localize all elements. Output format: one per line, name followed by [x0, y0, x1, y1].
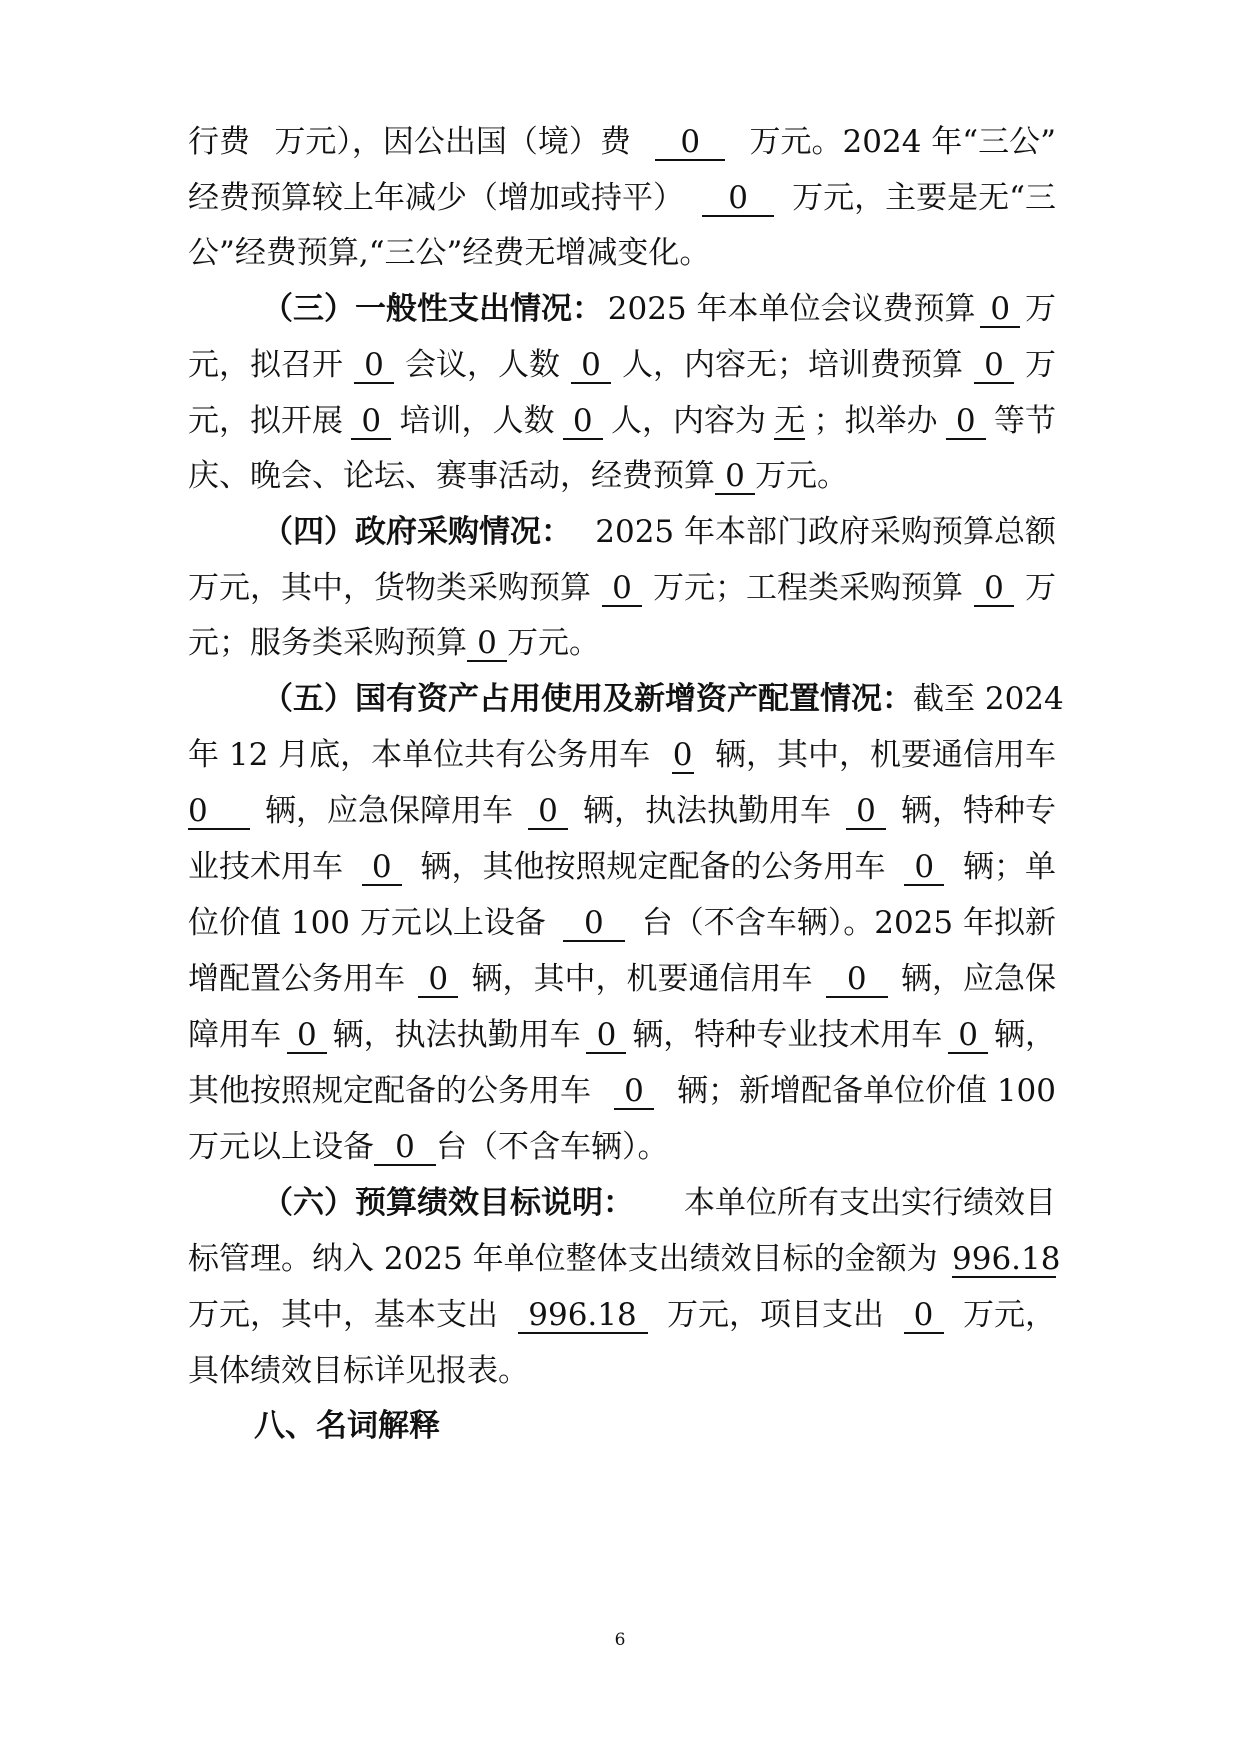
- filled-blank: 0: [974, 348, 1014, 384]
- filled-blank: 0: [904, 1298, 944, 1334]
- paragraph-line: 元；服务类采购预算 0 万元。: [188, 625, 600, 661]
- paragraph-line: 年 12 月底，本单位共有公务用车 0 辆，其中，机要通信用车: [188, 737, 1056, 773]
- filled-blank: 0: [467, 626, 507, 662]
- filled-blank: 0: [374, 1130, 436, 1166]
- filled-blank: 无: [774, 403, 806, 439]
- paragraph-line: 标管理。纳入 2025 年单位整体支出绩效目标的金额为 996.18: [188, 1241, 1061, 1277]
- paragraph-line: （五）国有资产占用使用及新增资产配置情况： 截至 2024: [262, 674, 1056, 724]
- filled-blank: 996.18: [518, 1298, 648, 1334]
- paragraph-line: 0 辆，应急保障用车 0 辆，执法执勤用车 0 辆，特种专: [188, 793, 1056, 829]
- subsection-heading: （四）政府采购情况：: [262, 514, 572, 550]
- filled-blank: 0: [715, 459, 755, 495]
- filled-blank: 0: [418, 962, 458, 998]
- paragraph-line: （三）一般性支出情况： 2025 年本单位会议费预算 0 万: [262, 284, 1056, 334]
- filled-blank: 0: [188, 794, 250, 830]
- paragraph-line: 公”经费预算,“三公”经费无增减变化。: [188, 235, 711, 271]
- filled-blank: 0: [846, 794, 886, 830]
- paragraph-line: 位价值 100 万元以上设备 0 台（不含车辆）。2025 年拟新: [188, 905, 1056, 941]
- filled-blank: 0: [602, 571, 642, 607]
- paragraph-line: 经费预算较上年减少（增加或持平） 0 万元，主要是无“三: [188, 180, 1056, 216]
- filled-blank: 0: [946, 404, 986, 440]
- paragraph-line: 具体绩效目标详见报表。: [188, 1353, 529, 1389]
- filled-blank: 0: [287, 1018, 327, 1054]
- page-number: 6: [614, 1630, 626, 1650]
- filled-blank: 0: [980, 292, 1020, 328]
- filled-blank: 0: [904, 850, 944, 886]
- paragraph-line: 障用车 0 辆，执法执勤用车 0 辆，特种专业技术用车 0 辆，: [188, 1017, 1056, 1053]
- subsection-heading: （三）一般性支出情况：: [262, 291, 603, 327]
- paragraph-line: 万元，其中，货物类采购预算 0 万元；工程类采购预算 0 万: [188, 570, 1056, 606]
- filled-blank: 0: [826, 962, 888, 998]
- paragraph-line: 增配置公务用车 0 辆，其中，机要通信用车 0 辆，应急保: [188, 961, 1056, 997]
- subsection-heading: （六）预算绩效目标说明：: [262, 1185, 634, 1221]
- filled-blank: 0: [351, 404, 391, 440]
- section-heading: 八、名词解释: [254, 1408, 440, 1444]
- filled-blank: 0: [614, 1074, 654, 1110]
- filled-blank: 0: [586, 1018, 626, 1054]
- filled-blank: 0: [563, 906, 625, 942]
- paragraph-line: （四）政府采购情况： 2025 年本部门政府采购预算总额: [262, 507, 1056, 557]
- paragraph-line: 万元，其中，基本支出 996.18 万元，项目支出 0 万元，: [188, 1297, 1056, 1333]
- paragraph-line: 元，拟开展 0 培训，人数 0 人，内容为 无 ；拟举办 0 等节: [188, 403, 1056, 439]
- filled-blank: 0: [655, 125, 725, 161]
- paragraph-line: 业技术用车 0 辆，其他按照规定配备的公务用车 0 辆；单: [188, 849, 1056, 885]
- paragraph-line: 庆、晚会、论坛、赛事活动，经费预算 0 万元。: [188, 458, 848, 494]
- paragraph-line: 元，拟召开 0 会议，人数 0 人，内容无；培训费预算 0 万: [188, 347, 1056, 383]
- filled-blank: 0: [702, 181, 774, 217]
- filled-blank: 996.18: [952, 1241, 1061, 1277]
- filled-blank: 0: [528, 794, 568, 830]
- filled-blank: 0: [571, 348, 611, 384]
- paragraph-line: 万元以上设备 0 台（不含车辆）。: [188, 1129, 669, 1165]
- filled-blank: 0: [974, 571, 1014, 607]
- paragraph-line: 行费 万元），因公出国（境）费 0 万元。2024 年“三公”: [188, 124, 1056, 160]
- filled-blank: 0: [362, 850, 402, 886]
- filled-blank: 0: [563, 404, 603, 440]
- filled-blank: 0: [672, 737, 693, 773]
- paragraph-line: 其他按照规定配备的公务用车 0 辆；新增配备单位价值 100: [188, 1073, 1056, 1109]
- subsection-heading: （五）国有资产占用使用及新增资产配置情况：: [262, 681, 913, 717]
- filled-blank: 0: [948, 1018, 988, 1054]
- paragraph-line: （六）预算绩效目标说明： 本单位所有支出实行绩效目: [262, 1178, 1056, 1228]
- filled-blank: 0: [354, 348, 394, 384]
